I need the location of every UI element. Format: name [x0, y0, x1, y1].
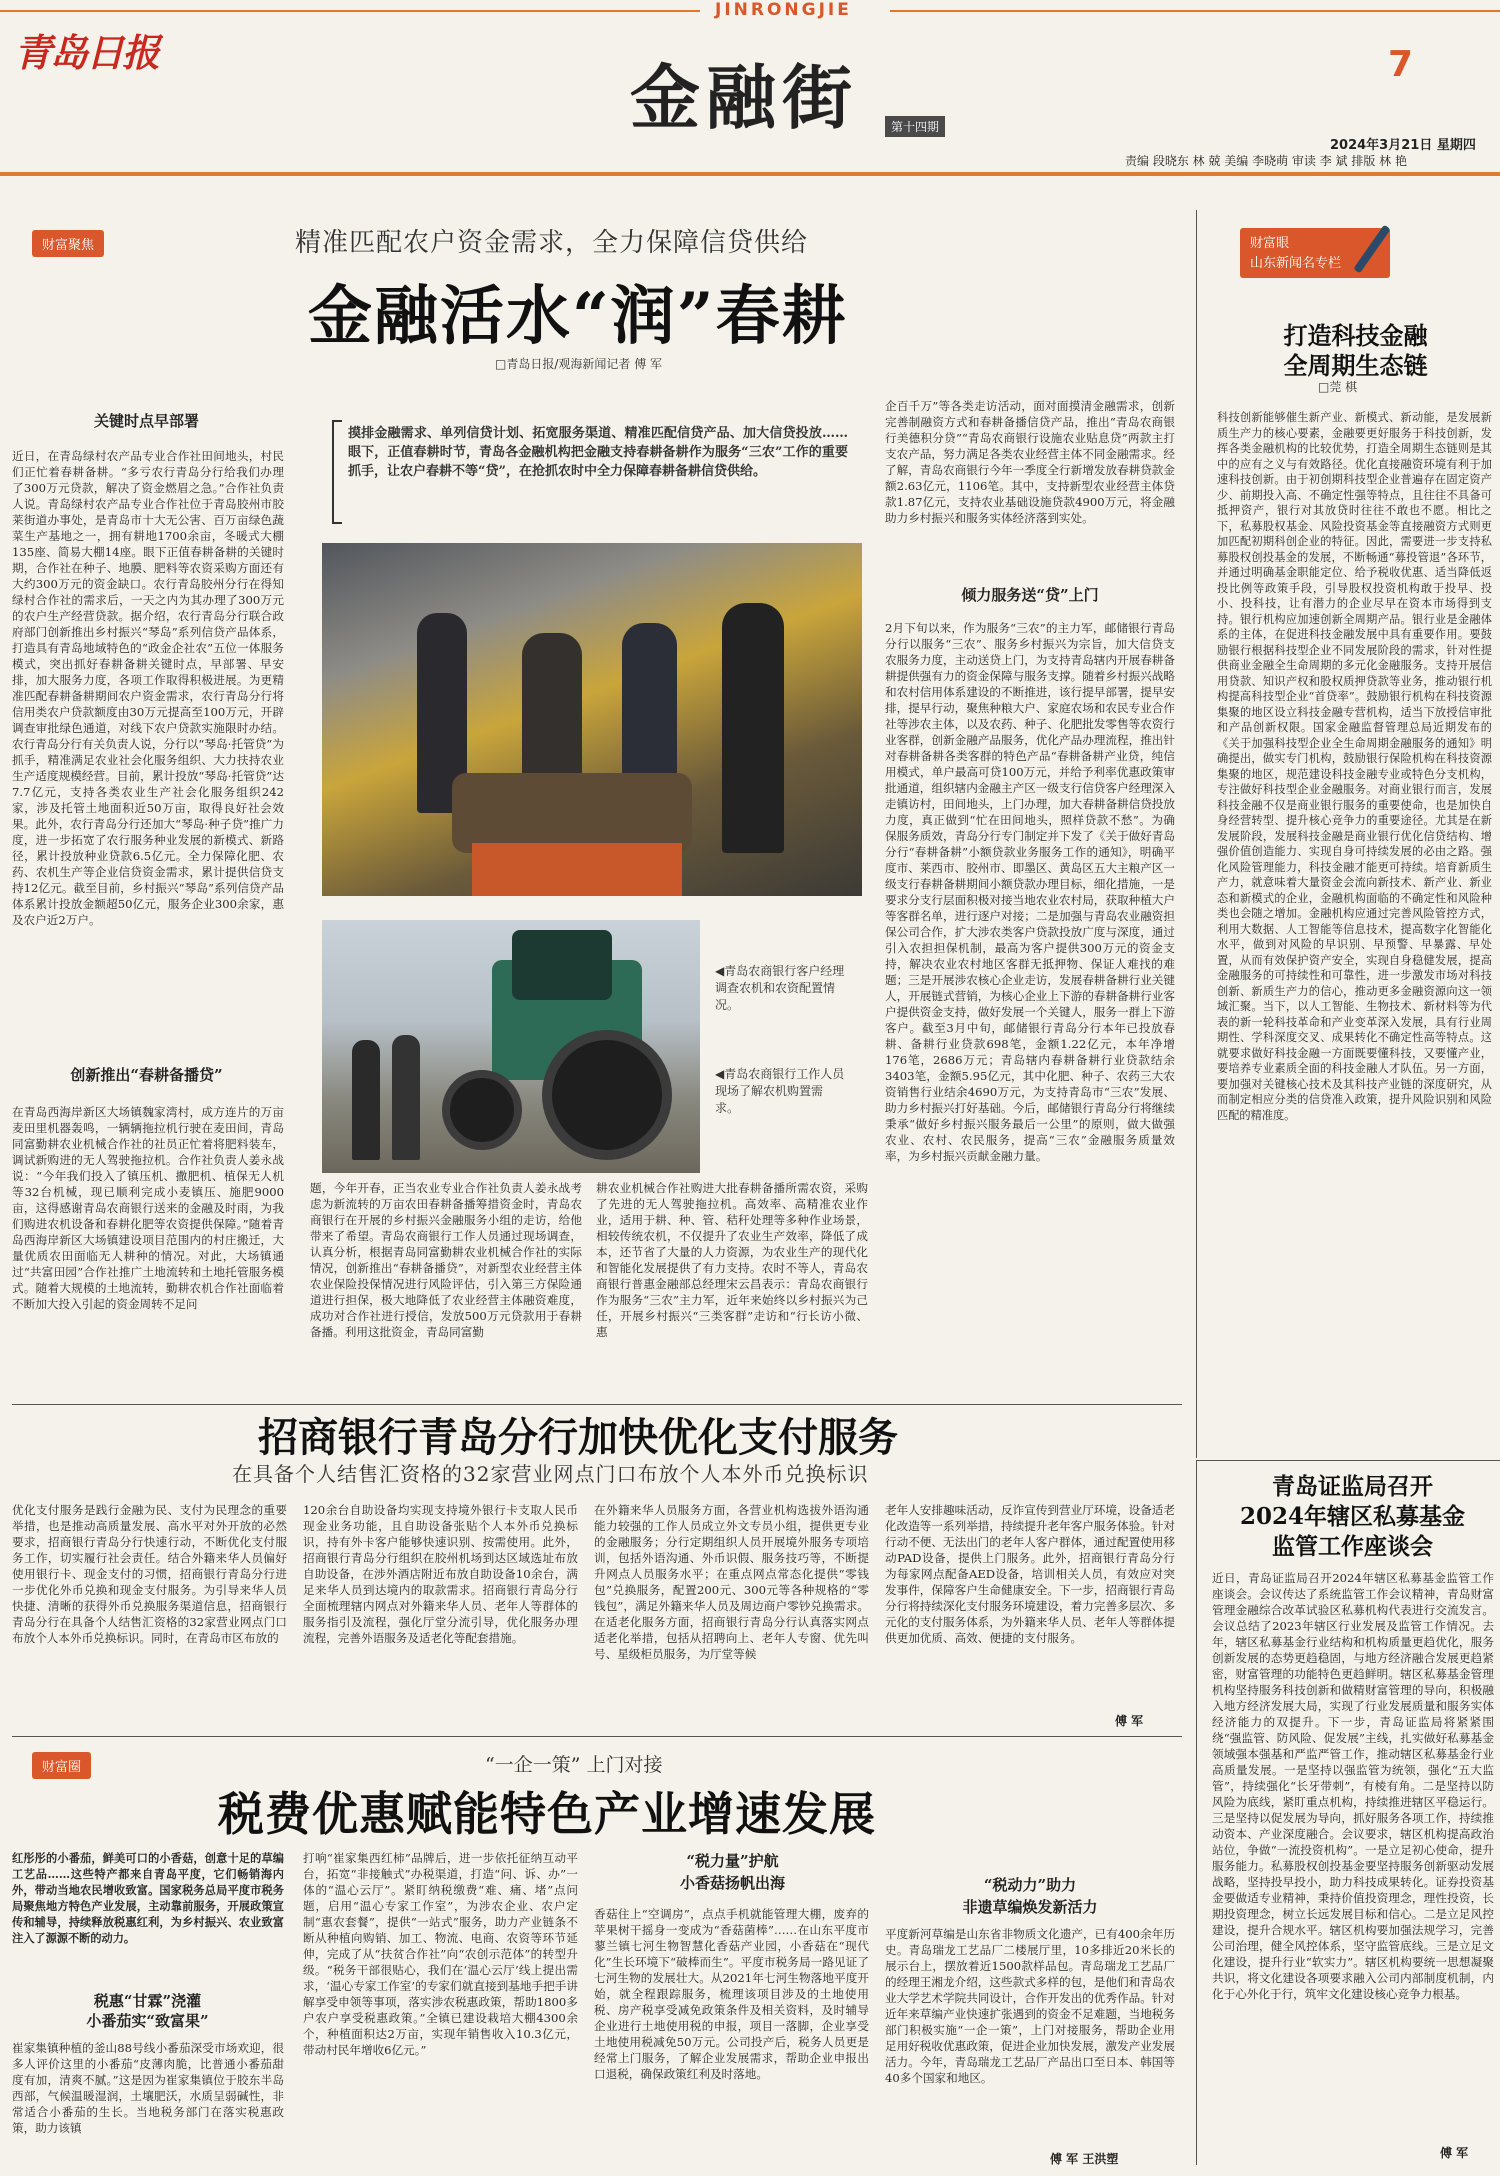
csrc-byline: 傅 军	[1440, 2146, 1469, 2160]
csrc-vertical-rule	[1196, 1460, 1197, 2165]
lead-subhead-3: 倾力服务送“贷”上门	[961, 586, 1099, 604]
photo-machine	[472, 843, 682, 896]
lead-headline: 金融活水“润”春耕	[308, 279, 848, 354]
tax-subhead-2a: “税力量”护航	[686, 1852, 779, 1870]
csrc-headline-3: 监管工作座谈会	[1272, 1533, 1433, 1560]
cmb-col2: 120余台自助设备均实现支持境外银行卡支取人民币现金业务功能，且自助设备张贴个人本外币兑换标识，持有外卡客户能够快速识别、按需使用。此外，招商银行青岛分行组织在胶州机场到达区域选址布放自助设备，在涉外酒店附近布放自助设备10余台，满足来华人员到达境内的取款需求。招商银行青岛分行全面梳理辖内网点对外籍来华人员、老年人等群体的服务指引及流程，强化厅堂分流引导，优化服务办理流程，完善外语服务及适老化等配套措施。	[303, 1503, 578, 1645]
lead-col2: 题，今年开春，正当农业专业合作社负责人姜永战考虑为新流转的万亩农田春耕备播筹措资金时，青岛农商银行在开展的乡村振兴金融服务小组的走访，给他带来了希望。青岛农商银行工作人员通过现场调查，认真分析，根据青岛同富勤耕农业机械合作社的实际情况，创新推出“春耕备播贷”，对新型农业经营主体农业保险投保情况进行风险评估，引入第三方保险通道进行担保，极大地降低了农业经营主体融资难度，成功对合作社进行授信，发放500万元贷款用于春耕备播。利用这批资金，青岛同富勤	[310, 1181, 582, 1339]
caption-photo-2: ◀青岛农商银行工作人员现场了解农机购置需求。	[715, 1067, 845, 1115]
cmb-col3: 在外籍来华人员服务方面，各营业机构选拔外语沟通能力较强的工作人员成立外文专员小组，提供更专业的金融服务；分行定期组织人员开展境外服务专项培训，包括外语沟通、外币识假、服务技巧等，不断提升网点人员服务水平；在重点网点常态化提供“零钱包”兑换服务，配置200元、300元等各种规格的“零钱包”，满足外籍来华人员及周边商户零钞兑换需求。在适老化服务方面，招商银行青岛分行认真落实网点适老化举措，包括从招聘向上、老年人专窗、优先叫号、星级柜员服务，为厅堂等候	[594, 1503, 869, 1661]
lead-intro: 摸排金融需求、单列信贷计划、拓宽服务渠道、精准匹配信贷产品、加大信贷投放……眼下，正值春耕时节，青岛各金融机构把金融支持春耕备耕作为服务“三农”工作的重要抓手，让农户春耕不等“贷”，在抢抓农时中全力保障春耕备耕信贷供给。	[348, 426, 848, 479]
masthead	[0, 0, 1500, 178]
lead-col4b: 2月下旬以来，作为服务“三农”的主力军，邮储银行青岛分行以服务“三农”、服务乡村振兴为宗旨，加大信贷支农服务力度，主动送贷上门，为支持青岛辖内开展春耕备耕提供强有力的资金保障与服务支撑。随着乡村振兴战略和农村信用体系建设的不断推进，该行提早部署，提早安排，提早行动，聚焦种粮大户、家庭农场和农民专业合作社等涉农主体，以及农药、种子、化肥批发零售等农资行业客群，创新金融产品服务，优化产品办理流程，推出针对春耕备耕各类客群的特色产品“春耕备耕产业贷，纯信用模式，单户最高可贷100万元，并给予利率优惠政策审批通道，组织辖内金融主产区一级支行信贷客户经理深入走镇访村，田间地头，上门办理，加大春耕备耕信贷投放力度，真正做到“忙在田间地头，照样贷款不愁”。为确保服务质效，青岛分行专门制定并下发了《关于做好青岛分行“春耕备耕”小额贷款业务服务工作的通知》，明确平度市、莱西市、胶州市、即墨区、黄岛区五大主粮产区一级支行春耕备耕期间小额贷款办理目标，细化措施，一是要求分支行层面积极对接当地农业农村局，获取种植大户等客群名单，进行逐户对接；二是加强与青岛农业融资担保公司合作，扩大涉农类客户贷款投放广度与深度，通过引入农担担保机制，最高为客户提供300万元的资金支持，解决农业农村地区客群无抵押物、保证人难找的难题；三是开展涉农核心企业走访，发展春耕备耕行业关键人，开展链式营销，为核心企业上下游的春耕备耕行业客户提供资金支持，做好发展一个关键人，服务一群上下游客户。截至3月中旬，邮储银行青岛分行本年已投放春耕、备耕行业贷款698笔，金额1.22亿元，本年净增176笔，2686万元；青岛辖内春耕备耕行业贷款结余3403笔，金额5.95亿元，其中化肥、种子、农药三大农资销售行业结余4690万元，为支持青岛市“三农”发展、助力乡村振兴打好基础。今后，邮储银行青岛分行将继续秉承“做好乡村振兴服务最后一公里”的原则，做大做强农业、农村、农民服务，提高“三农”金融服务质量效率，为乡村振兴贡献金融力量。	[885, 621, 1175, 1163]
column-text: 科技创新能够催生新产业、新模式、新动能，是发展新质生产力的核心要素，金融要更好服务于科技创新，发挥各类金融机构的比较优势，打造全周期生态链则是其中的应有之义与有效路径。优化直接融资环境有利于加速科技创新。由于初创期科技型企业普遍存在固定资产少、前期投入高、不确定性强等特点，且往往不具备可抵押资产，银行对其放贷时往往不敢也不愿。相比之下，私募股权基金、风险投资基金等直接融资方式则更加匹配初期科创企业的特征。因此，需要进一步支持私募股权创投基金的发展，不断畅通“募投管退”各环节，并通过明确基金职能定位、给予税收优惠、适当降低返投比例等政策手段，引导股权投资机构敢于投早、投小、投科技，让有潜力的企业尽早在资本市场得到支持。银行机构应加速创新全周期产品。银行业是金融体系的主体，在促进科技金融发展中具有重要作用。要鼓励银行根据科技型企业不同发展阶段的需求，针对性提供商业金融全生命周期的多元化金融服务。支持开展信用贷款、知识产权和股权质押贷款等业务，推动银行机构提高科技型企业“首贷率”。鼓励银行机构在科技资源集聚的地区设立科技金融专营机构，适当下放授信审批和产品创新权限。国家金融监督管理总局近期发布的《关于加强科技型企业全生命周期金融服务的通知》明确提出，做实专门机构，鼓励银行保险机构在科技资源集聚的地区，规范建设科技金融专业或特色分支机构，专注做好科技型企业金融服务。对商业银行而言，发展科技金融不仅是商业银行服务的重要使命，也是加快自身经营转型、提升核心竞争力的重要途径。尤其是在新发展阶段，发展科技金融是商业银行优化信贷结构、增强价值创造能力、实现自身可持续发展的必由之路。强化风险管理能力，科技金融才能更可持续。培育新质生产力，就意味着大量资金会流向新技术、新产业、新业态和新模式的企业，金融机构面临的不确定性和风险种类也会随之增加。金融机构应通过完善风险管控方式，利用大数据、人工智能等信息技术，提高数字化智能化水平，做到对风险的早识别、早预警、早暴露、早处置，从而有效保护资产安全，实现自身稳健发展，提高金融服务的可持续性和可靠性，进一步激发市场对科技创新、新质生产力的信心，推动更多金融资源向这一领域汇聚。当下，以人工智能、生物技术、新材料等为代表的新一轮科技革命和产业变革深入发展，具有行业周期性、学科深度交叉、成果转化不确定性高等特点。这就要求做好科技金融一方面既要懂科技，又要懂产业，要培养专业素质全面的科技金融人才队伍。另一方面，要加强对关键核心技术及其科技产业链的深度研究，从而制定相应分类的信贷准入政策，提升风险识别和风险匹配的精准度。	[1217, 411, 1492, 1122]
lead-col4a: 企百千万”等各类走访活动，面对面摸清金融需求，创新完善制融资方式和春耕备播信贷产品，推出“青岛农商银行美德积分贷”“青岛农商银行设施农业贴息贷”两款主打支农产品，努力满足各类农业经营主体不同金融需求。经了解，青岛农商银行今年一季度全行新增发放春耕贷款金额2.63亿元，1106笔。其中，支持新型农业经营主体贷款1.87亿元，支持农业基础设施贷款4900万元，将金融助力乡村振兴和服务实体经济落到实处。	[885, 399, 1175, 525]
lead-intro-box	[332, 420, 850, 520]
column-headline-2: 全周期生态链	[1283, 351, 1428, 380]
lead-col1b: 在青岛西海岸新区大场镇魏家湾村，成方连片的万亩麦田里机器轰鸣，一辆辆拖拉机行驶在麦田间，青岛同富勤耕农业机械合作社的社员正忙着将肥料装车，调试新购进的无人驾驶拖拉机。合作社负责人姜永战说：“今年我们投入了镇压机、撒肥机、植保无人机等32台机械，现已顺利完成小麦镇压、施肥9000亩，这得感谢青岛农商银行送来的金融及时雨，为我们购进农机设备和春耕化肥等农资提供保障。”随着青岛西海岸新区大场镇建设项目范围内的村庄搬迁，大量优质农田面临无人耕种的情况。对此，大场镇通过“共富田园”合作社推广土地流转和土地托管服务模式。随着大规模的土地流转，勤耕农机合作社面临着不断加大投入引起的资金周转不足问	[12, 1105, 284, 1311]
photo-figure	[722, 603, 784, 853]
tax-headline: 税费优惠赋能特色产业增速发展	[218, 1787, 876, 1841]
tax-byline: 傅 军 王洪塑	[1050, 2152, 1119, 2166]
photo-bag	[452, 773, 692, 853]
tax-tag: 财富圈	[32, 1752, 91, 1779]
column-tag-line2: 山东新闻名专栏	[1250, 256, 1342, 271]
csrc-headline-2: 2024年辖区私募基金	[1239, 1503, 1465, 1530]
csrc-headline-1: 青岛证监局召开	[1272, 1473, 1433, 1500]
tax-subhead-3b: 非遗草编焕发新活力	[962, 1898, 1098, 1916]
lead-tag: 财富聚焦	[32, 230, 104, 257]
csrc-text: 近日，青岛证监局召开2024年辖区私募基金监管工作座谈会。会议传达了系统监管工作会议精神，青岛财富管理金融综合改革试验区私募机构代表进行交流发言。会议总结了2023年辖区行业发展及监管工作情况。去年，辖区私募基金行业结构和机构质量更趋优化，服务创新发展的态势更趋稳固，与地方经济融合发展更趋紧密，财富管理的功能特色更趋鲜明。辖区私募基金管理机构坚持服务科技创新和做精财富管理的导向，积极融入地方经济发展大局，实现了行业发展质量和服务实体经济能力的双提升。下一步，青岛证监局将紧紧围绕“强监管、防风险、促发展”主线，扎实做好私募基金领域强本强基和严监严管工作，推动辖区私募基金行业高质量发展。一是坚持以强监管为统领，强化“五大监管”，持续强化“长牙带刺”，有棱有角。二是坚持以防风险为底线，紧盯重点机构，持续推进辖区平稳运行。三是坚持以促发展为导向，抓好服务各项工作，持续推动资本、产业深度融合。会议要求，辖区机构提高政治站位，争做“一流投资机构”。一是立足初心使命，提升服务能力。私募股权创投基金要坚持服务创新驱动发展战略，坚持投早投小，助力科技成果转化。证券投资基金要做适专业精神，秉持价值投资理念，理性投资，长期投资理念，树立长远发展目标和信心。二是立足风控建设，提升合规水平。辖区机构要加强法规学习，完善公司治理，健全风控体系，坚守监管底线。三是立足文化建设，提升行业“软实力”。辖区机构要统一思想凝聚共识，将文化建设各项要求融入公司内部制度机制，内化于心外化于行，筑牢文化建设核心竞争力根基。	[1212, 1571, 1494, 2001]
lead-intro-bracket	[332, 420, 342, 524]
tax-col1: 崔家集镇种植的釜山88号线小番茄深受市场欢迎，很多人评价这里的小番茄“皮薄肉脆，比普通小番茄甜度有加，清爽不腻。”这是因为崔家集镇位于胶东半岛西部，气候温暖湿润，土壤肥沃，水质呈弱碱性，非常适合小番茄的生长。当地税务部门在落实税惠政策，助力该镇	[12, 2041, 284, 2135]
tax-subhead-1a: 税惠“甘霖”浇灌	[93, 1992, 202, 2010]
cmb-col1: 优化支付服务是践行金融为民、支付为民理念的重要举措，也是推动高质量发展、高水平对外开放的必然要求，招商银行青岛分行快速行动，不断优化支付服务工作，切实履行社会责任。结合外籍来华人员偏好使用银行卡、现金支付的习惯，招商银行青岛分行进一步优化外币兑换和现金支付服务。为引导来华人员快捷、清晰的获得外币兑换服务渠道信息，招商银行青岛分行在具备个人结售汇资格的32家营业网点门口布放个人本外币兑换标识。同时，在青岛市区布放的	[12, 1503, 287, 1645]
newspaper-logo: 青岛日报	[14, 30, 159, 75]
lead-byline: □青岛日报/观海新闻记者 傅 军	[495, 357, 663, 371]
tax-subhead-1b: 小番茄实“致富果”	[86, 2012, 209, 2030]
photo-tractor-wheel-small	[442, 1070, 522, 1150]
tax-col4: 平度新河草编是山东省非物质文化遗产，已有400余年历史。青岛瑞龙工艺品厂二楼展厅里，10多排近20米长的展示台上，摆放着近1500款样品包。青岛瑞龙工艺品厂的经理王湘龙介绍，这些款式多样的包，是他们和青岛农业大学艺术学院共同设计，合作开发出的优秀作品。针对近年来草编产业快速扩张遇到的资金不足难题，当地税务部门积极实施“一企一策”，上门对接服务，帮助企业用足用好税收优惠政策，促进企业加快发展，激发产业发展活力。今年，青岛瑞龙工艺品厂产品出口至日本、韩国等40多个国家和地区。	[885, 1927, 1175, 2085]
column-vertical-rule	[1196, 210, 1197, 1458]
section-pinyin: JINRONGJIE	[715, 0, 852, 20]
section-rule-2	[12, 1736, 1182, 1737]
column-author: □莞 棋	[1318, 380, 1358, 394]
cmb-subheadline: 在具备个人结售汇资格的32家营业网点门口布放个人本外币兑换标识	[232, 1462, 869, 1486]
photo-farm-supplies	[322, 543, 862, 896]
cmb-headline: 招商银行青岛分行加快优化支付服务	[258, 1414, 898, 1461]
section-issue: 第十四期	[885, 116, 945, 137]
lead-subhead-1: 关键时点早部署	[93, 412, 199, 430]
section-rule	[12, 1404, 1182, 1405]
csrc-top-rule	[1196, 1460, 1500, 1461]
lead-col3: 耕农业机械合作社购进大批春耕备播所需农资，采购了先进的无人驾驶拖拉机。高效率、高精准农业作业，适用于耕、种、管、秸秆处理等多种作业场景，相较传统农机，不仅提升了农业生产效率，降低了成本，还节省了大量的人力资源，为农业生产的现代化和智能化发展提供了有力支持。农时不等人，青岛农商银行普惠金融部总经理宋云昌表示：青岛农商银行作为服务“三农”主力军，近年来始终以乡村振兴为己任，开展乡村振兴“三类客群”走访和“行长访小微、惠	[596, 1181, 868, 1339]
masthead-bottom-rule	[0, 172, 1500, 176]
section-title: 金融街	[630, 56, 858, 139]
masthead-divider	[0, 10, 700, 12]
photo-tractor-wheel	[542, 1030, 672, 1160]
photo-figure	[392, 1035, 420, 1160]
photo-tractor-cab	[512, 930, 612, 1000]
tax-kicker: “一企一策” 上门对接	[485, 1754, 663, 1776]
lead-subhead-2: 创新推出“春耕备播贷”	[70, 1066, 223, 1084]
photo-tractor	[322, 920, 700, 1173]
cmb-col4: 老年人安排趣味活动，反诈宣传到营业厅环境，设备适老化改造等一系列举措，持续提升老年客户服务体验。针对行动不便、无法出门的老年人客户群体，通过配置使用移动PAD设备，提供上门服务。此外，招商银行青岛分行为每家网点配备AED设备，培训相关人员，有效应对突发事件，保障客户生命健康安全。下一步，招商银行青岛分行将持续深化支付服务环境建设，着力完善多层次、多元化的支付服务体系，为外籍来华人员、老年人等群体提供更加优质、高效、便捷的支付服务。	[885, 1503, 1175, 1645]
pen-icon	[1353, 225, 1391, 274]
caption-photo-1: ◀青岛农商银行客户经理调查农机和农资配置情况。	[715, 964, 845, 1012]
staff-line: 责编 段晓东 林 兢 美编 李晓萌 审读 李 斌 排版 林 艳	[1125, 154, 1407, 168]
tax-intro: 红彤彤的小番茄，鲜美可口的小香菇，创意十足的草编工艺品……这些特产都来自青岛平度，它们畅销海内外，带动当地农民增收致富。国家税务总局平度市税务局聚焦地方特色产业发展，主动靠前服务，开展政策宣传和辅导，持续释放税惠红利，为乡村振兴、农业致富注入了源源不断的动力。	[12, 1851, 284, 1945]
tax-subhead-3a: “税动力”助力	[983, 1876, 1077, 1894]
page-number: 7	[1388, 44, 1414, 85]
column-tag-line1: 财富眼	[1250, 236, 1290, 251]
issue-date: 2024年3月21日 星期四	[1330, 138, 1476, 153]
tax-col3: 香菇住上“空调房”，点点手机就能管理大棚，废弃的苹果树干摇身一变成为“香菇菌棒”……在山东平度市蓼兰镇七河生物智慧化香菇产业园，小香菇在“现代化”生长环境下“破棒而生”。平度市税务局一路见证了七河生物的发展壮大。从2021年七河生物落地平度开始，就全程跟踪服务，梳理该项目涉及的土地使用税、房产税享受减免政策条件及相关资料，及时辅导企业进行土地使用税的申报，项目一落脚，企业享受土地使用税减免50万元。公司投产后，税务人员更是经常上门服务，了解企业发展需求，帮助企业申报出口退税，确保政策红利及时落地。	[594, 1907, 869, 2081]
tax-subhead-2b: 小香菇扬帆出海	[679, 1874, 785, 1892]
lead-col1a: 近日，在青岛绿村农产品专业合作社田间地头，村民们正忙着春耕备耕。“多亏农行青岛分行给我们办理了300万元贷款，解决了资金燃眉之急。”合作社负责人说。青岛绿村农产品专业合作社位于青岛胶州市胶莱街道办事处，是青岛市十大无公害、百万亩绿色蔬菜生产基地之一，拥有耕地1700余亩，冬暖式大棚135座、简易大棚14座。眼下正值春耕备耕的关键时期，合作社在种子、地膜、肥料等农资采购方面还有大约300万元的资金缺口。农行青岛胶州分行在得知绿村合作社的需求后，一天之内为其办理了300万元的农户生产经营贷款。据介绍，农行青岛分行联合政府部门创新推出乡村振兴“琴岛”系列信贷产品体系，打造具有青岛地域特色的“政金企社农”五位一体服务模式，突出抓好春耕备耕关键时点，早部署、早安排，加大服务力度，各项工作取得积极进展。为更精准匹配春耕备耕期间农户资金需求，农行青岛分行将信用类农户贷款额度由30万元提高至100万元，开辟调查审批绿色通道，对线下农户贷款实施限时办结。农行青岛分行有关负责人说，分行以“琴岛·托管贷”为抓手，精准满足农业社会化服务组织、大力扶持农业生产适度规模经营。目前，累计投放“琴岛·托管贷”达7.7亿元，支持各类农业生产社会化服务组织242家，涉及托管土地面积近50万亩，取得良好社会效果。此外，农行青岛分行还加大“琴岛·种子贷”推广力度，进一步拓宽了农行服务种业发展的新模式、新路径，累计投放种业贷款6.5亿元。全力保障化肥、农药、农机生产等企业信贷资金需求，累计提供信贷支持12亿元。截至目前，乡村振兴“琴岛”系列信贷产品体系累计投放金额超50亿元，服务企业300余家，惠及农户近2万户。	[12, 449, 284, 927]
column-tag	[1240, 228, 1390, 278]
lead-kicker: 精准匹配农户资金需求，全力保障信贷供给	[295, 228, 809, 258]
tax-col2: 打响“崔家集西红柿”品牌后，进一步依托征纳互动平台，拓宽“非接触式”办税渠道，打造“问、诉、办”一体的“温心云厅”。紧盯纳税缴费“难、痛、堵”点问题，启用“温心专家工作室”，为涉农企业、农户定制“惠农套餐”，提供“一站式”服务，助力产业链条不断从种植向购销、加工、物流、电商、农资等环节延伸，完成了从“扶贫合作社”向“农创示范体”的转型升级。“税务干部很贴心，我们在‘温心云厅’线上提出需求，‘温心专家工作室’的专家们就直接到基地手把手讲解享受申领等事项，落实涉农税惠政策，帮助1800多户农户享受税惠政策。”全镇已建设栽培大棚4300余个，种植面积达2万亩，实现年销售收入10.3亿元，带动村民年增收6亿元。”	[303, 1851, 578, 2057]
photo-figure	[352, 1040, 380, 1160]
masthead-divider-right	[890, 10, 1500, 12]
cmb-byline: 傅 军	[1115, 1714, 1144, 1728]
column-headline-1: 打造科技金融	[1283, 321, 1428, 350]
